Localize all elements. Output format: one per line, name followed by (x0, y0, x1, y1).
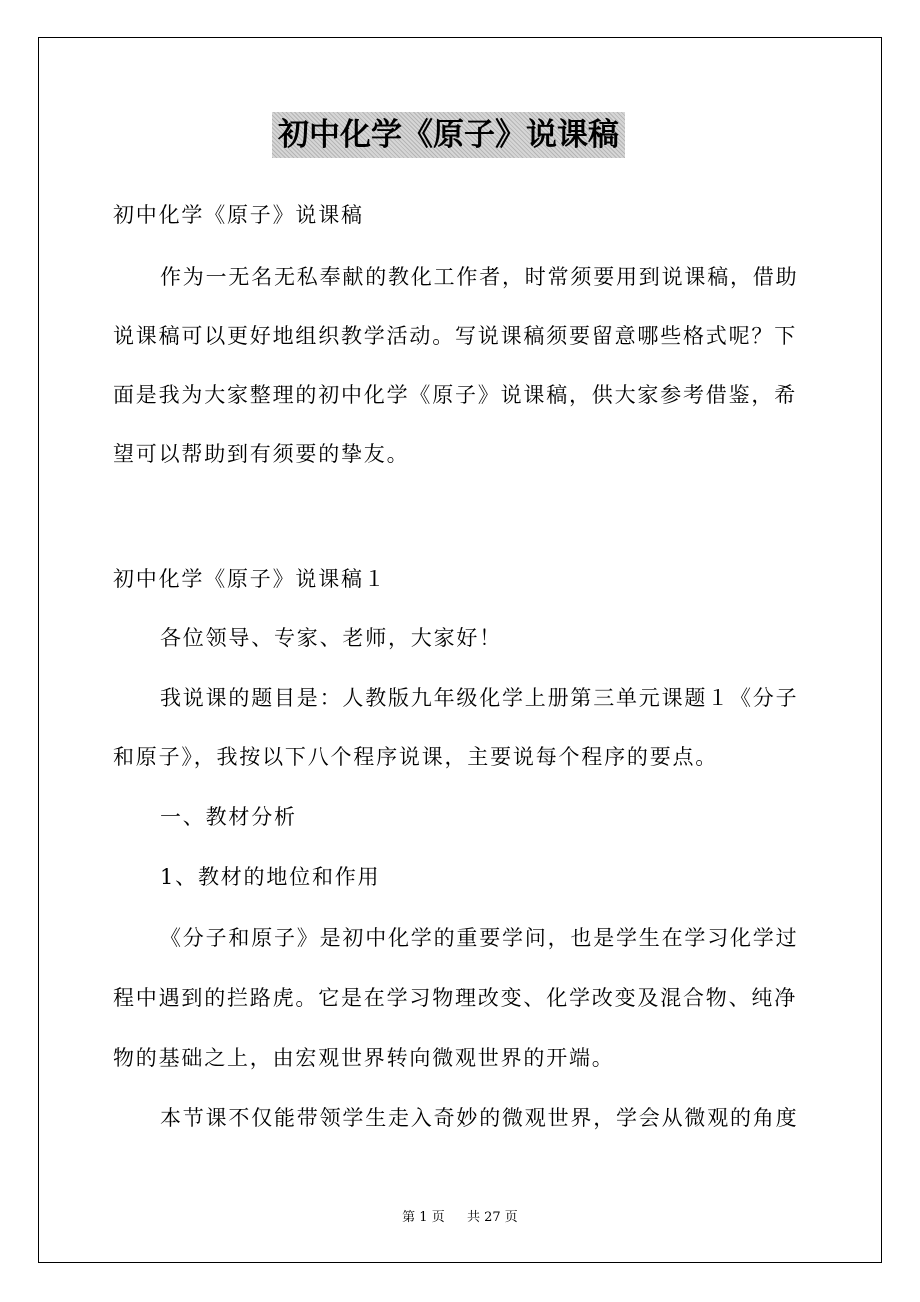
subsection-heading: 一、教材分析 (160, 805, 297, 829)
section-heading: 初中化学《原子》说课稿１ (113, 567, 387, 591)
paragraph-line: 作为一无名无私奉献的教化工作者，时常须要用到说课稿，借助 (160, 265, 799, 289)
subtitle-line: 初中化学《原子》说课稿 (113, 203, 364, 227)
paragraph-line: 程中遇到的拦路虎。它是在学习物理改变、化学改变及混合物、纯净 (113, 986, 797, 1010)
paragraph-line: 说课稿可以更好地组织教学活动。写说课稿须要留意哪些格式呢？下 (113, 324, 797, 348)
page-footer (0, 1206, 920, 1225)
page-total: 共 27 页 (467, 1210, 518, 1225)
paragraph-line: 望可以帮助到有须要的挚友。 (113, 442, 410, 466)
paragraph-line: 我说课的题目是：人教版九年级化学上册第三单元课题１《分子 (160, 686, 799, 710)
paragraph-line: 各位领导、专家、老师，大家好！ (160, 626, 502, 650)
paragraph-line: 面是我为大家整理的初中化学《原子》说课稿，供大家参考借鉴，希 (113, 383, 797, 407)
document-title: 初中化学《原子》说课稿 (272, 112, 625, 158)
page-number: 第 1 页 (402, 1210, 445, 1225)
paragraph-line: 和原子》，我按以下八个程序说课，主要说每个程序的要点。 (113, 745, 719, 769)
paragraph-line: 本节课不仅能带领学生走入奇妙的微观世界，学会从微观的角度 (160, 1106, 799, 1130)
subsection-heading: 1、教材的地位和作用 (160, 865, 381, 889)
paragraph-line: 《分子和原子》是初中化学的重要学问，也是学生在学习化学过 (160, 926, 799, 950)
paragraph-line: 物的基础之上，由宏观世界转向微观世界的开端。 (113, 1046, 615, 1070)
